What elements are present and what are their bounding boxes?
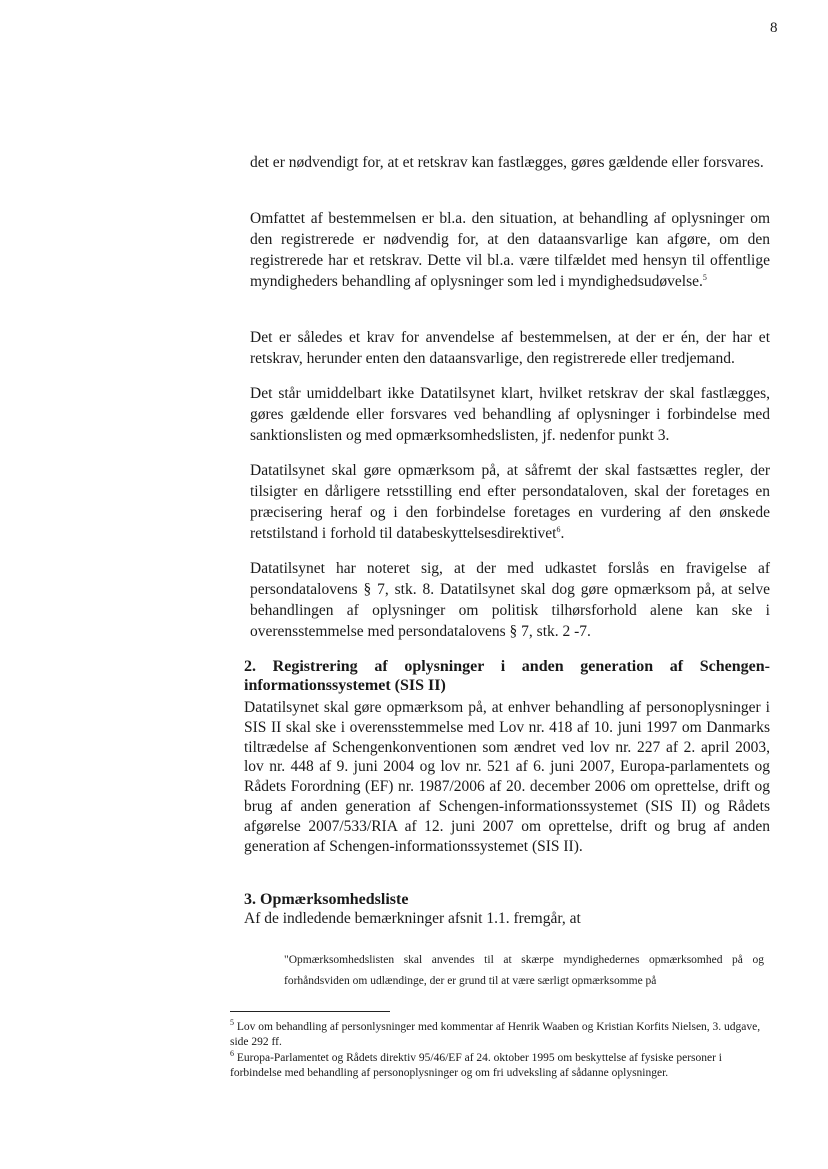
paragraph-2 [250, 208, 770, 292]
paragraph-4: Det står umiddelbart ikke Datatilsynet klart, hvilket retskrav der skal fastlægges, gøres gældende eller forsvares ved behandling af oplysninger i forbindelse med sanktionslisten og med opmærksomhedslisten, jf. nedenfor punkt 3. [250, 385, 770, 444]
footnote-number: 5 [230, 1018, 234, 1028]
footnote-6 [230, 1051, 765, 1080]
paragraph-5 [250, 460, 770, 544]
footnote-divider [230, 1011, 390, 1012]
section-2-heading: 2. Registrering af oplysninger i anden generation af Schengen-informationssystemet (SIS II) [244, 658, 770, 694]
section-3-text: Af de indledende bemærkninger afsnit 1.1. fremgår, at [244, 910, 581, 927]
paragraph-3: Det er således et krav for anvendelse af bestemmelsen, at der er én, der har et retskrav, herunder enten den dataansvarlige, den registrerede eller tredjemand. [250, 329, 770, 367]
footnote-text: Lov om behandling af personlysninger med kommentar af Henrik Waaben og Kristian Korfits Nielsen, 3. udgave, side 292 ff. [230, 1021, 761, 1048]
section-2-text: Datatilsynet skal gøre opmærksom på, at enhver behandling af personoplysninger i SIS II skal ske i overensstemmelse med Lov nr. 418 af 10. juni 1997 om Danmarks tiltrædelse af Schengenkonventionen som ændret ved lov nr. 227 af 2. april 2003, lov nr. 448 af 9. juni 2004 og lov nr. 521 af 6. juni 2007, Europa-parlamentets og Rådets Forordning (EF) nr. 1987/2006 af 20. december 2006 om oprettelse, drift og brug af anden generation af Schengen-informationssystemet (SIS II) og Rådets afgørelse 2007/533/RIA af 12. juni 2007 om oprettelse, drift og brug af anden generation af Schengen-informationssystemet (SIS II). [244, 699, 770, 855]
footnotes [230, 1020, 765, 1082]
section-3-heading: 3. Opmærksomhedsliste [244, 891, 409, 908]
page-number: 8 [770, 20, 778, 36]
paragraph-6: Datatilsynet har noteret sig, at der med udkastet forslås en fravigelse af persondatalovens § 7, stk. 8. Datatilsynet skal dog gøre opmærksom på, at selve behandlingen af oplysninger om politisk tilhørsforhold alene kan ske i overensstemmelse med persondatalovens § 7, stk. 2 -7. [250, 560, 770, 640]
paragraph-1: det er nødvendigt for, at et retskrav kan fastlægges, gøres gældende eller forsvares. [250, 154, 764, 171]
footnote-text: Europa-Parlamentet og Rådets direktiv 95/46/EF af 24. oktober 1995 om beskyttelse af fysiske personer i forbindelse med behandling af personoplysninger og om fri udveksling af sådanne oplysninger. [230, 1052, 722, 1079]
footnote-ref-6: 6 [556, 524, 561, 534]
paragraph-5-end: . [560, 525, 565, 542]
paragraph-5-text: Datatilsynet skal gøre opmærksom på, at såfremt der skal fastsættes regler, der tilsigter en dårligere retsstilling end efter persondataloven, skal der foretages en præcisering heraf og i den forbindelse foretages en vurdering af den ønskede retstilstand i forhold til databeskyttelsesdirektivet [250, 462, 770, 542]
quote-block: "Opmærksomhedslisten skal anvendes til at skærpe myndighedernes opmærksomhed på og forhåndsviden om udlændinge, der er grund til at være særligt opmærksomme på [284, 954, 764, 987]
footnote-number: 6 [230, 1049, 234, 1059]
footnote-ref-5: 5 [702, 272, 707, 282]
paragraph-2-text: Omfattet af bestemmelsen er bl.a. den situation, at behandling af oplysninger om den registrerede er nødvendig for, at den dataansvarlige kan afgøre, om den registrerede har et retskrav. Dette vil bl.a. være tilfældet med hensyn til offentlige myndigheders behandling af oplysninger som led i myndighedsudøvelse. [250, 210, 770, 290]
footnote-5 [230, 1020, 765, 1049]
